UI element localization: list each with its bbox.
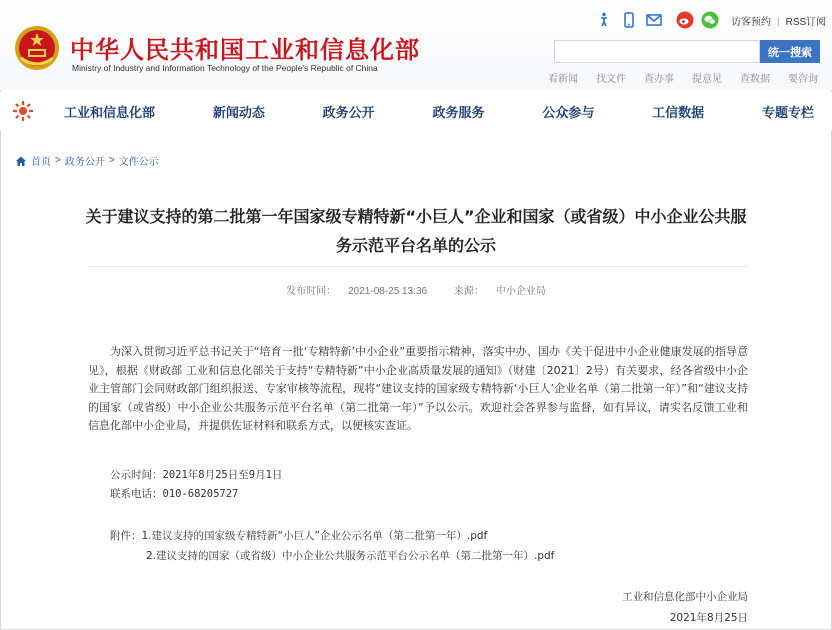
attachment-label: 附件： [110,530,142,542]
nav-item-topics[interactable]: 专题专栏 [761,105,814,121]
quick-links [548,70,818,85]
signature-block [622,587,748,629]
site-header [0,0,832,90]
visitor-appointment-link[interactable]: 访客预约 [731,17,771,28]
main-nav [0,92,832,130]
site-subtitle-en: Ministry of Industry and Information Technology of the People's Republic of China [72,63,378,73]
nav-item-participation[interactable]: 公众参与 [542,105,595,121]
article-body: 为深入贯彻习近平总书记关于“培育一批‘专精特新’中小企业”重要指示精神，落实中办、国办《关于促进中小企业健康发展的指导意见》，根据《财政部 工业和信息化部关于支持“专精特新”中小企业高质量发展的通知》（财建〔2021〕2号）有关要求，经各省级中小企业主管部门会同财政部门组织报送、专家审核等流程，现将“建议支持的国家级专精特新‘小巨人’企业名单（第二批第一年）”和“建议支持的国家（或省级）中小企业公共服务示范平台名单（第二批第一年）”予以公示。欢迎社会各界参与监督，如有异议，请实名反馈工业和信息化部中小企业局，并提供佐证材料和联系方式，以便核实查证。 [88,345,748,433]
breadcrumb-separator: > [108,155,115,166]
search-button[interactable]: 统一搜索 [760,40,820,63]
accessibility-icon[interactable] [594,10,614,30]
nav-item-ministry[interactable]: 工业和信息化部 [64,105,156,121]
nav-items [56,92,822,130]
attachment-link[interactable]: 1.建议支持的国家级专精特新“小巨人”企业公示名单（第二批第一年）.pdf [141,530,488,542]
attachments [110,526,554,566]
publish-time: 2021-08-25 13:36 [348,286,428,297]
top-link-separator: | [777,17,780,28]
mail-icon[interactable] [644,10,664,30]
nav-item-data[interactable]: 工信数据 [652,105,705,121]
top-links [731,13,826,28]
article-title: 关于建议支持的第二批第一年国家级专精特新“小巨人”企业和国家（或省级）中小企业公共服务示范平台名单的公示 [85,207,747,255]
breadcrumb-home[interactable]: 首页 [31,157,51,168]
rss-link[interactable]: RSS订阅 [785,17,827,28]
quick-link-consult[interactable]: 要咨询 [788,74,818,85]
quick-link-feedback[interactable]: 提意见 [692,74,722,85]
mobile-icon[interactable] [619,10,639,30]
breadcrumb-separator: > [55,155,61,166]
top-icon-bar [594,10,725,30]
article-meta [0,282,832,297]
contact-phone: 联系电话：010-68205727 [110,488,239,500]
national-emblem-icon[interactable] [13,24,61,72]
miit-logo-icon[interactable] [12,100,34,122]
quick-link-services[interactable]: 查办事 [644,74,674,85]
source-label: 来源： [453,286,484,297]
quick-link-news[interactable]: 看新闻 [548,74,578,85]
site-title[interactable]: 中华人民共和国工业和信息化部 [70,36,420,64]
breadcrumb-gov-affairs[interactable]: 政务公开 [64,157,105,168]
breadcrumb-file-notice[interactable]: 文件公示 [118,157,159,168]
quick-link-data[interactable]: 查数据 [740,74,770,85]
quick-link-files[interactable]: 找文件 [596,74,626,85]
signature-date: 2021年8月25日 [669,612,748,624]
weibo-icon[interactable] [675,10,695,30]
nav-item-gov-affairs[interactable]: 政务公开 [322,105,375,121]
nav-item-news[interactable]: 新闻动态 [212,105,265,121]
publish-label: 发布时间： [286,286,337,297]
nav-item-gov-services[interactable]: 政务服务 [432,105,485,121]
signature-org: 工业和信息化部中小企业局 [622,591,748,603]
source: 中小企业局 [495,286,546,297]
home-icon[interactable] [15,155,27,167]
search-input[interactable] [554,40,760,63]
breadcrumb [15,153,159,168]
attachment-link[interactable]: 2.建议支持的国家（或省级）中小企业公共服务示范平台公示名单（第二批第一年）.pdf [146,550,555,562]
wechat-icon[interactable] [700,10,720,30]
title-divider [88,266,748,267]
notice-period: 公示时间：2021年8月25日至9月1日 [110,469,283,481]
notice-info [110,466,282,504]
